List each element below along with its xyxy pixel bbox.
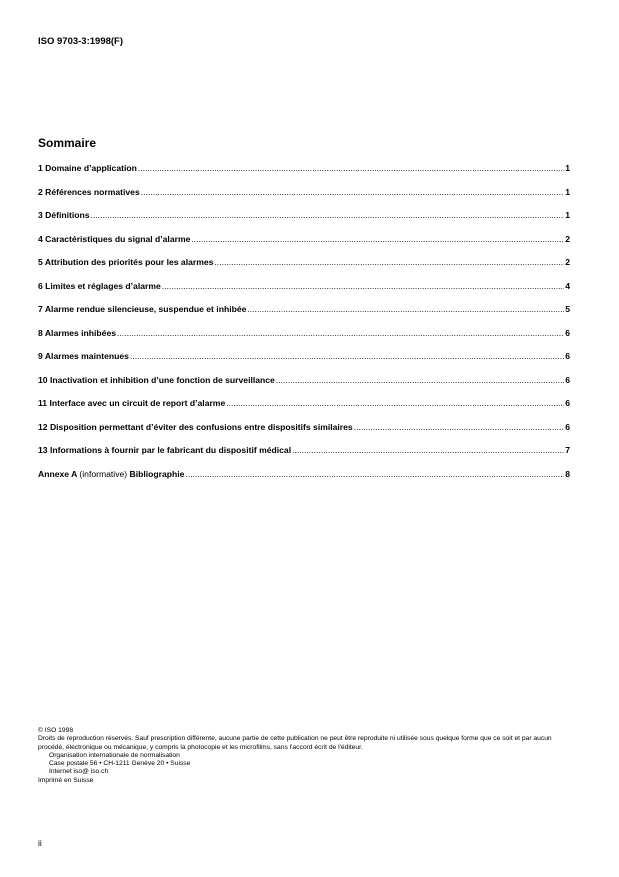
- org-address: Case postale 56 • CH-1211 Genève 20 • Suisse: [49, 760, 191, 768]
- toc-entry-title: 2 Références normatives: [38, 186, 140, 197]
- toc-entry[interactable]: [38, 281, 570, 305]
- toc-entry-page: 2: [565, 257, 570, 267]
- dot-leader: [138, 163, 564, 173]
- toc-entry-title: 8 Alarmes inhibées: [38, 327, 117, 338]
- toc-entry-page: 1: [565, 186, 570, 197]
- toc-entry[interactable]: [38, 351, 570, 375]
- toc-entry-page: 4: [565, 280, 570, 291]
- org-name: Organisation internationale de normalisation: [49, 751, 180, 759]
- dot-leader: [247, 304, 564, 314]
- rights-notice: Droits de reproduction réservés. Sauf prescription différente, aucune partie de cette publication ne peut être reproduite ni utilisée sous quelque forme que ce soit et par aucun procédé, électronique ou mécanique, y compris la photocopie et les microfilms, sans l'accord écrit de l'éditeur.: [38, 735, 552, 751]
- toc-entry-title: 4 Caractéristiques du signal d’alarme: [38, 233, 191, 244]
- dot-leader: [117, 328, 564, 338]
- toc-entry-title: 3 Définitions: [38, 210, 90, 220]
- toc-entry-title: 7 Alarme rendue silencieuse, suspendue et inhibée: [38, 304, 247, 314]
- dot-leader: [130, 351, 564, 361]
- toc-entry-title: 6 Limites et réglages d’alarme: [38, 280, 161, 291]
- toc-entry-title: 10 Inactivation et inhibition d’une fonction de surveillance: [38, 374, 275, 385]
- toc-entry[interactable]: [38, 328, 570, 352]
- dot-leader: [292, 445, 564, 455]
- table-of-contents: [38, 163, 570, 492]
- copyright-line: © ISO 1998: [38, 727, 74, 734]
- toc-entry-title: 12 Disposition permettant d’éviter des confusions entre dispositifs similaires: [38, 421, 353, 432]
- dot-leader: [276, 375, 564, 385]
- toc-entry-page: 1: [565, 163, 570, 173]
- annex-qualifier: (informative): [79, 468, 128, 479]
- toc-entry[interactable]: [38, 304, 570, 328]
- dot-leader: [226, 398, 564, 408]
- toc-entry-title: 1 Domaine d’application: [38, 163, 137, 173]
- toc-title: Sommaire: [38, 136, 97, 150]
- dot-leader: [354, 422, 565, 432]
- dot-leader: [162, 281, 564, 291]
- dot-leader: [214, 257, 564, 267]
- toc-entry-page: 5: [565, 304, 570, 314]
- annex-title: Bibliographie: [129, 468, 185, 479]
- toc-entry-title: 5 Attribution des priorités pour les alarmes: [38, 257, 214, 267]
- toc-entry-page: 6: [565, 421, 570, 432]
- toc-entry-annex[interactable]: [38, 469, 570, 493]
- dot-leader: [191, 234, 564, 244]
- toc-entry-page: 6: [565, 374, 570, 385]
- org-internet: Internet iso@ iso.ch: [49, 768, 109, 776]
- toc-entry[interactable]: [38, 163, 570, 187]
- toc-entry[interactable]: [38, 210, 570, 234]
- toc-entry-title: 13 Informations à fournir par le fabricant du dispositif médical: [38, 445, 292, 455]
- dot-leader: [91, 210, 565, 220]
- toc-entry-title: 11 Interface avec un circuit de report d’alarme: [38, 398, 226, 408]
- toc-entry-page: 6: [565, 327, 570, 338]
- copyright-footer: [38, 727, 578, 785]
- toc-entry-page: 6: [565, 351, 570, 361]
- toc-entry[interactable]: [38, 375, 570, 399]
- printed-in: Imprimé en Suisse: [38, 776, 94, 784]
- toc-entry-title: 9 Alarmes maintenues: [38, 351, 129, 361]
- toc-entry[interactable]: [38, 187, 570, 211]
- toc-entry[interactable]: [38, 398, 570, 422]
- toc-entry-page: 1: [565, 210, 570, 220]
- toc-entry-page: 7: [565, 445, 570, 455]
- annex-label: Annexe A: [38, 468, 77, 479]
- toc-entry[interactable]: [38, 234, 570, 258]
- dot-leader: [141, 187, 564, 197]
- dot-leader: [185, 469, 564, 479]
- toc-entry-title: [38, 469, 184, 479]
- toc-entry[interactable]: [38, 422, 570, 446]
- toc-entry[interactable]: [38, 257, 570, 281]
- page-number: ii: [38, 838, 42, 848]
- toc-entry[interactable]: [38, 445, 570, 469]
- document-id: ISO 9703-3:1998(F): [38, 36, 124, 47]
- toc-entry-page: 6: [565, 398, 570, 408]
- toc-entry-page: 8: [565, 468, 570, 479]
- toc-entry-page: 2: [565, 233, 570, 244]
